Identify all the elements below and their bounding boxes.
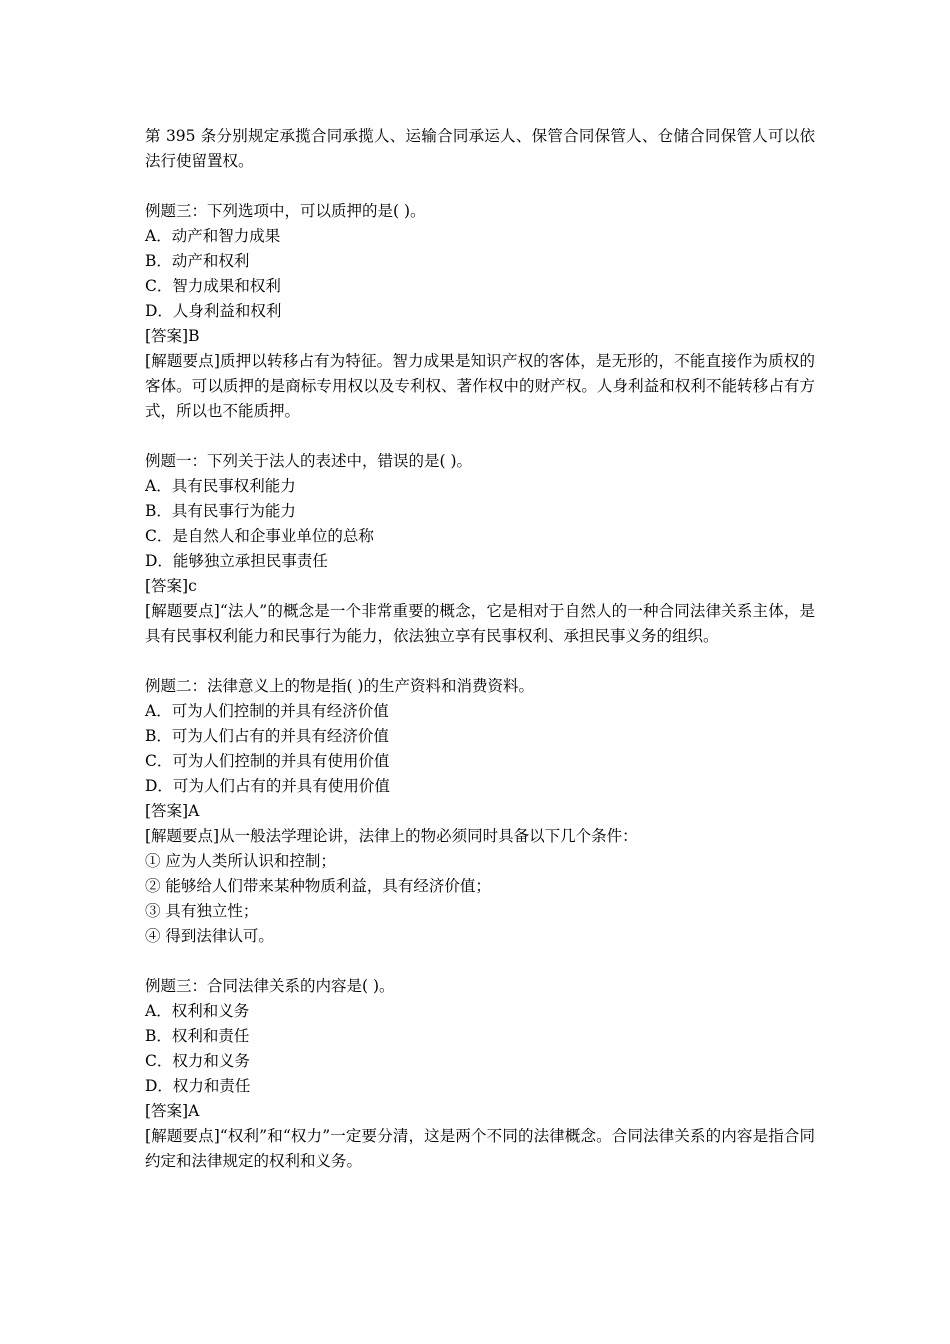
option-c: C．可为人们控制的并具有使用价值 [145, 752, 390, 770]
document-body [145, 124, 815, 1174]
intro-paragraph: 第 395 条分别规定承揽合同承揽人、运输合同承运人、保管合同保管人、仓储合同保管人可以依法行使留置权。 [145, 127, 815, 170]
option-a: A．动产和智力成果 [145, 227, 281, 245]
answer: [答案]A [145, 802, 200, 820]
option-b: B．权利和责任 [145, 1027, 250, 1045]
explanation: [解题要点]从一般法学理论讲，法律上的物必须同时具备以下几个条件： [145, 827, 638, 845]
question-stem: 例题三：下列选项中，可以质押的是( )。 [145, 202, 426, 220]
option-d: D．能够独立承担民事责任 [145, 552, 328, 570]
option-c: C．权力和义务 [145, 1052, 250, 1070]
question-block-4 [145, 974, 815, 1174]
question-block-1 [145, 199, 815, 424]
condition-item-2: ② 能够给人们带来某种物质利益，具有经济价值； [145, 877, 491, 895]
question-block-3 [145, 674, 815, 949]
answer: [答案]B [145, 327, 200, 345]
option-a: A．可为人们控制的并具有经济价值 [145, 702, 389, 720]
option-c: C．智力成果和权利 [145, 277, 281, 295]
option-c: C．是自然人和企事业单位的总称 [145, 527, 374, 545]
option-b: B．可为人们占有的并具有经济价值 [145, 727, 389, 745]
question-stem: 例题二：法律意义上的物是指( )的生产资料和消费资料。 [145, 677, 535, 695]
option-d: D．权力和责任 [145, 1077, 251, 1095]
option-a: A．具有民事权利能力 [145, 477, 296, 495]
question-block-2 [145, 449, 815, 649]
explanation: [解题要点]“法人”的概念是一个非常重要的概念，它是相对于自然人的一种合同法律关系主体，是具有民事权利能力和民事行为能力，依法独立享有民事权利、承担民事义务的组织。 [145, 602, 815, 645]
option-a: A．权利和义务 [145, 1002, 250, 1020]
explanation: [解题要点]质押以转移占有为特征。智力成果是知识产权的客体，是无形的，不能直接作为质权的客体。可以质押的是商标专用权以及专利权、著作权中的财产权。人身利益和权利不能转移占有方式，所以也不能质押。 [145, 352, 815, 420]
condition-item-4: ④ 得到法律认可。 [145, 927, 274, 945]
option-d: D．人身利益和权利 [145, 302, 282, 320]
answer: [答案]c [145, 577, 197, 595]
answer: [答案]A [145, 1102, 200, 1120]
option-b: B．具有民事行为能力 [145, 502, 296, 520]
option-b: B．动产和权利 [145, 252, 250, 270]
option-d: D．可为人们占有的并具有使用价值 [145, 777, 390, 795]
condition-item-1: ① 应为人类所认识和控制； [145, 852, 336, 870]
condition-item-3: ③ 具有独立性； [145, 902, 259, 920]
question-stem: 例题一：下列关于法人的表述中，错误的是( )。 [145, 452, 473, 470]
question-stem: 例题三：合同法律关系的内容是( )。 [145, 977, 395, 995]
explanation: [解题要点]“权利”和“权力”一定要分清，这是两个不同的法律概念。合同法律关系的内容是指合同约定和法律规定的权利和义务。 [145, 1127, 815, 1170]
